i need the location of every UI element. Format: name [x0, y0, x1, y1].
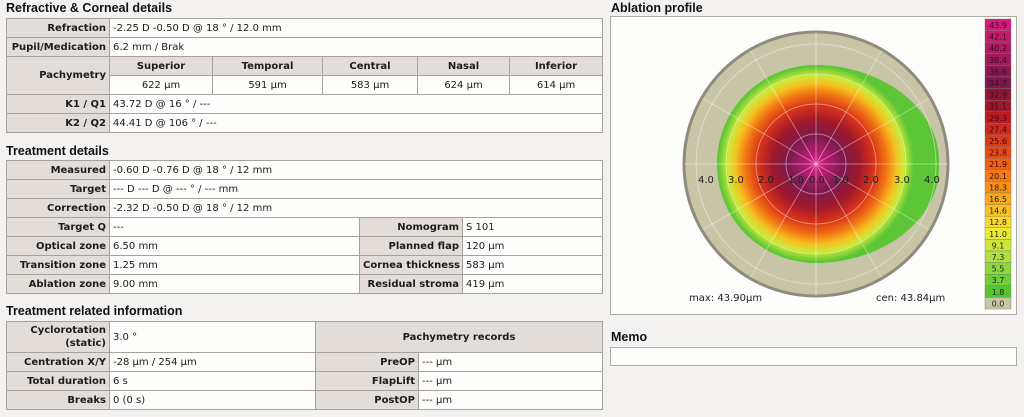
scale-label: 27.4 — [989, 125, 1007, 135]
scale-label: 36.6 — [989, 67, 1007, 77]
ablation-cen-text: cen: 43.84µm — [876, 293, 946, 304]
axis-label-left-3: 3.0 — [728, 175, 744, 186]
scale-label: 12.8 — [989, 218, 1007, 228]
correction-value: -2.32 D -0.50 D @ 18 ° / 12 mm — [110, 199, 603, 218]
transition-zone-label: Transition zone — [7, 256, 110, 275]
memo-title: Memo — [611, 330, 648, 344]
centration-value: -28 µm / 254 µm — [110, 353, 316, 372]
scale-label: 9.1 — [991, 241, 1005, 251]
scale-label: 25.6 — [989, 137, 1007, 146]
pachy-header-nasal: Nasal — [418, 57, 510, 76]
k2-value: 44.41 D @ 106 ° / --- — [110, 114, 603, 133]
axis-label-right-3: 3.0 — [894, 175, 910, 186]
scale-label: 42.1 — [989, 32, 1007, 42]
axis-label-left-1: 1.0 — [788, 175, 804, 186]
postop-value: --- µm — [419, 391, 603, 410]
k1-label: K1 / Q1 — [7, 95, 110, 114]
target-q-label: Target Q — [7, 218, 110, 237]
scale-label: 16.5 — [989, 195, 1007, 204]
scale-label: 31.1 — [989, 102, 1007, 112]
planned-flap-value: 120 µm — [463, 237, 603, 256]
scale-label: 20.1 — [989, 171, 1007, 181]
treatment-title: Treatment details — [6, 144, 109, 158]
axis-label-center: 0.0 — [809, 175, 825, 186]
axis-label-right-4: 4.0 — [924, 175, 940, 186]
pachy-value-temporal: 591 µm — [213, 76, 323, 95]
scale-label: 32.9 — [989, 90, 1007, 100]
flaplift-label: FlapLift — [316, 372, 419, 391]
cyclorotation-label: Cyclorotation (static) — [7, 322, 110, 353]
preop-label: PreOP — [316, 353, 419, 372]
scale-label: 38.4 — [989, 55, 1007, 65]
measured-value: -0.60 D -0.76 D @ 18 ° / 12 mm — [110, 161, 603, 180]
axis-label-right-1: 1.0 — [833, 175, 849, 186]
target-label: Target — [7, 180, 110, 199]
total-duration-label: Total duration — [7, 372, 110, 391]
pachy-value-superior: 622 µm — [110, 76, 213, 95]
total-duration-value: 6 s — [110, 372, 316, 391]
ablation-profile-title: Ablation profile — [611, 1, 703, 15]
scale-label: 21.9 — [989, 160, 1007, 170]
scale-label: 0.0 — [991, 299, 1005, 309]
preop-value: --- µm — [419, 353, 603, 372]
axis-label-left-2: 2.0 — [758, 175, 774, 186]
centration-label: Centration X/Y — [7, 353, 110, 372]
refraction-value: -2.25 D -0.50 D @ 18 ° / 12.0 mm — [110, 19, 603, 38]
pachy-value-central: 583 µm — [323, 76, 418, 95]
correction-label: Correction — [7, 199, 110, 218]
scale-label: 1.8 — [991, 287, 1005, 297]
scale-label: 43.9 — [989, 21, 1007, 30]
pupil-label: Pupil/Medication — [7, 38, 110, 57]
nomogram-label: Nomogram — [360, 218, 463, 237]
breaks-label: Breaks — [7, 391, 110, 410]
cornea-thickness-label: Cornea thickness — [360, 256, 463, 275]
ablation-zone-value: 9.00 mm — [110, 275, 360, 294]
scale-label: 18.3 — [989, 183, 1007, 193]
pachy-value-inferior: 614 µm — [510, 76, 603, 95]
optical-zone-label: Optical zone — [7, 237, 110, 256]
related-table — [6, 321, 603, 410]
pachy-value-nasal: 624 µm — [418, 76, 510, 95]
pachymetry-label: Pachymetry — [7, 57, 110, 95]
memo-box[interactable] — [610, 347, 1017, 366]
scale-label: 14.6 — [989, 206, 1007, 216]
scale-label: 23.8 — [989, 148, 1007, 158]
scale-label: 34.7 — [989, 79, 1007, 88]
refractive-table — [6, 18, 603, 133]
flaplift-value: --- µm — [419, 372, 603, 391]
scale-label: 11.0 — [989, 229, 1007, 239]
optical-zone-value: 6.50 mm — [110, 237, 360, 256]
treatment-table — [6, 160, 603, 294]
postop-label: PostOP — [316, 391, 419, 410]
scale-label: 29.3 — [989, 113, 1007, 123]
scale-label: 5.5 — [991, 264, 1005, 274]
refraction-label: Refraction — [7, 19, 110, 38]
pachy-header-temporal: Temporal — [213, 57, 323, 76]
residual-stroma-value: 419 µm — [463, 275, 603, 294]
pupil-value: 6.2 mm / Brak — [110, 38, 603, 57]
ablation-profile-panel — [610, 16, 1017, 315]
transition-zone-value: 1.25 mm — [110, 256, 360, 275]
axis-label-left-4: 4.0 — [698, 175, 714, 186]
target-value: --- D --- D @ --- ° / --- mm — [110, 180, 603, 199]
pachy-header-inferior: Inferior — [510, 57, 603, 76]
nomogram-value: S 101 — [463, 218, 603, 237]
k1-value: 43.72 D @ 16 ° / --- — [110, 95, 603, 114]
axis-label-right-2: 2.0 — [863, 175, 879, 186]
cornea-thickness-value: 583 µm — [463, 256, 603, 275]
measured-label: Measured — [7, 161, 110, 180]
pachy-header-superior: Superior — [110, 57, 213, 76]
pachymetry-records-header: Pachymetry records — [316, 322, 603, 353]
target-q-value: --- — [110, 218, 360, 237]
scale-label: 40.2 — [989, 44, 1007, 54]
related-title: Treatment related information — [6, 304, 183, 318]
pachy-header-central: Central — [323, 57, 418, 76]
ablation-zone-label: Ablation zone — [7, 275, 110, 294]
color-scale-legend — [985, 19, 1011, 309]
refractive-title: Refractive & Corneal details — [6, 1, 173, 15]
k2-label: K2 / Q2 — [7, 114, 110, 133]
planned-flap-label: Planned flap — [360, 237, 463, 256]
residual-stroma-label: Residual stroma — [360, 275, 463, 294]
ablation-map — [611, 17, 1016, 314]
scale-label: 3.7 — [991, 276, 1005, 286]
cyclorotation-value: 3.0 ° — [110, 322, 316, 353]
scale-label: 7.3 — [991, 253, 1005, 262]
ablation-max-text: max: 43.90µm — [689, 293, 763, 304]
breaks-value: 0 (0 s) — [110, 391, 316, 410]
